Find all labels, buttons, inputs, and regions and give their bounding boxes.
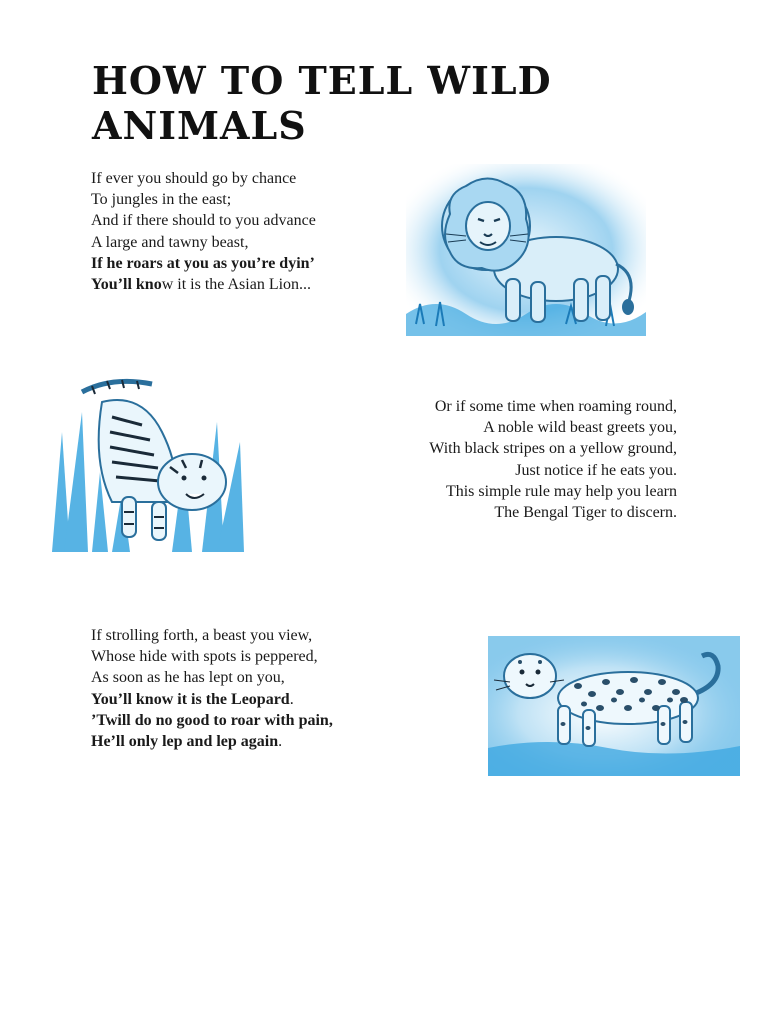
lion-illustration <box>406 164 646 336</box>
stanza-tiger <box>429 396 677 523</box>
tiger-illustration <box>52 372 252 552</box>
poem-line: Or if some time when roaming round, <box>434 398 677 415</box>
poem-line: If he roars at you as you’re dyin’ <box>91 254 315 272</box>
poem-line: This simple rule may help you learn <box>445 482 677 500</box>
poem-line: Whose hide with spots is peppered, <box>91 648 318 666</box>
poem-line: He’ll only lep and lep again. <box>91 733 283 751</box>
poem-line: With black stripes on a yellow ground, <box>429 440 677 458</box>
poem-line: And if there should to you advance <box>91 212 316 230</box>
poem-line: A large and tawny beast, <box>91 233 249 251</box>
poem-line: If ever you should go by chance <box>91 170 297 187</box>
poem-line: You’ll know it is the Asian Lion... <box>91 276 312 294</box>
poem-line: To jungles in the east; <box>91 191 232 209</box>
poem-line: You’ll know it is the Leopard. <box>91 690 294 708</box>
leopard-illustration <box>488 636 740 776</box>
stanza-lion <box>91 168 316 295</box>
stanza-leopard <box>91 625 333 752</box>
poem-line: Just notice if he eats you. <box>515 461 677 479</box>
poem-line: ’Twill do no good to roar with pain, <box>91 711 333 729</box>
poem-line: As soon as he has lept on you, <box>91 669 285 687</box>
poem-title: HOW TO TELL WILD ANIMALS <box>92 58 552 148</box>
poem-line: The Bengal Tiger to discern. <box>494 504 677 522</box>
poem-line: If strolling forth, a beast you view, <box>91 627 313 644</box>
poem-line: A noble wild beast greets you, <box>483 419 677 437</box>
